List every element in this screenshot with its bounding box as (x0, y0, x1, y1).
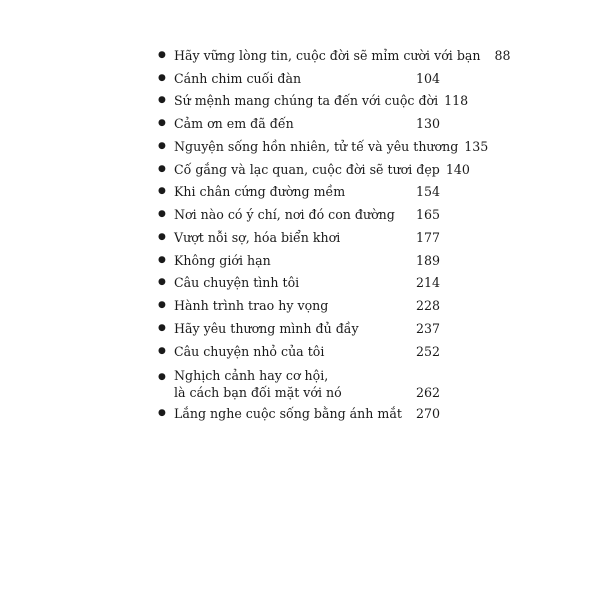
toc-item-page: 135 (464, 138, 489, 154)
bullet-icon: ● (158, 163, 166, 174)
bullet-icon: ● (158, 186, 166, 197)
toc-item (158, 158, 470, 181)
toc-item (158, 44, 511, 67)
bullet-icon: ● (158, 408, 166, 419)
bullet-icon: ● (158, 49, 166, 60)
table-of-contents (158, 44, 511, 425)
bullet-icon: ● (158, 231, 166, 242)
bullet-icon: ● (158, 322, 166, 333)
bullet-icon: ● (158, 140, 166, 151)
bullet-icon: ● (158, 345, 166, 356)
bullet-icon: ● (158, 277, 166, 288)
toc-item (158, 203, 440, 226)
toc-item (158, 317, 440, 340)
toc-item-page: 189 (415, 252, 440, 268)
toc-item-page: 262 (415, 384, 440, 400)
toc-item-page: 252 (415, 343, 440, 359)
toc-item-title: Nguyện sống hồn nhiên, tử tế và yêu thương (174, 138, 459, 154)
toc-item-title: Vượt nỗi sợ, hóa biển khơi (174, 229, 341, 245)
toc-item (158, 90, 469, 113)
toc-item-title-line-1: Nghịch cảnh hay cơ hội, (174, 367, 329, 383)
toc-item-page: 165 (415, 207, 440, 223)
toc-item (158, 67, 440, 90)
toc-item (158, 226, 440, 249)
bullet-icon: ● (158, 118, 166, 129)
bullet-icon: ● (158, 300, 166, 311)
toc-item-page: 270 (415, 406, 440, 422)
toc-item (158, 294, 440, 317)
toc-item-title: Không giới hạn (174, 252, 271, 268)
bullet-icon: ● (158, 371, 166, 382)
toc-item-page: 214 (415, 275, 440, 291)
toc-item (158, 181, 440, 204)
toc-item-title: Lắng nghe cuộc sống bằng ánh mắt (174, 406, 402, 422)
bullet-icon: ● (158, 254, 166, 265)
toc-item (158, 249, 440, 272)
toc-item-title: Câu chuyện nhỏ của tôi (174, 343, 325, 359)
toc-item-page: 104 (415, 70, 440, 86)
toc-item-page: 237 (415, 320, 440, 336)
toc-item (158, 403, 440, 426)
toc-item-title (174, 367, 410, 403)
toc-item-title: Hành trình trao hy vọng (174, 298, 329, 314)
toc-item-title-line-2: là cách bạn đối mặt với nó (174, 384, 342, 400)
toc-item-page: 140 (445, 161, 470, 177)
toc-item-title: Khi chân cứng đường mềm (174, 184, 346, 200)
toc-item-title: Cánh chim cuối đàn (174, 70, 302, 86)
toc-item (158, 340, 440, 363)
toc-item-title: Cố gắng và lạc quan, cuộc đời sẽ tươi đẹp (174, 161, 440, 177)
toc-item-page: 88 (494, 47, 511, 63)
toc-item-title: Sứ mệnh mang chúng ta đến với cuộc đời (174, 93, 439, 109)
bullet-icon: ● (158, 95, 166, 106)
toc-item-page: 177 (415, 229, 440, 245)
bullet-icon: ● (158, 209, 166, 220)
toc-item (158, 272, 440, 295)
toc-item-page: 118 (444, 93, 469, 109)
toc-item-title: Câu chuyện tình tôi (174, 275, 300, 291)
toc-item-page: 154 (415, 184, 440, 200)
toc-item (158, 135, 489, 158)
bullet-icon: ● (158, 72, 166, 83)
toc-item-title: Hãy yêu thương mình đủ đầy (174, 320, 359, 336)
toc-item-page: 130 (415, 116, 440, 132)
toc-item (158, 112, 440, 135)
toc-item-page: 228 (415, 298, 440, 314)
toc-item-title: Nơi nào có ý chí, nơi đó con đường (174, 207, 395, 223)
toc-item (158, 363, 440, 403)
toc-item-title: Cảm ơn em đã đến (174, 116, 294, 132)
toc-item-title: Hãy vững lòng tin, cuộc đời sẽ mỉm cười với bạn (174, 47, 481, 63)
